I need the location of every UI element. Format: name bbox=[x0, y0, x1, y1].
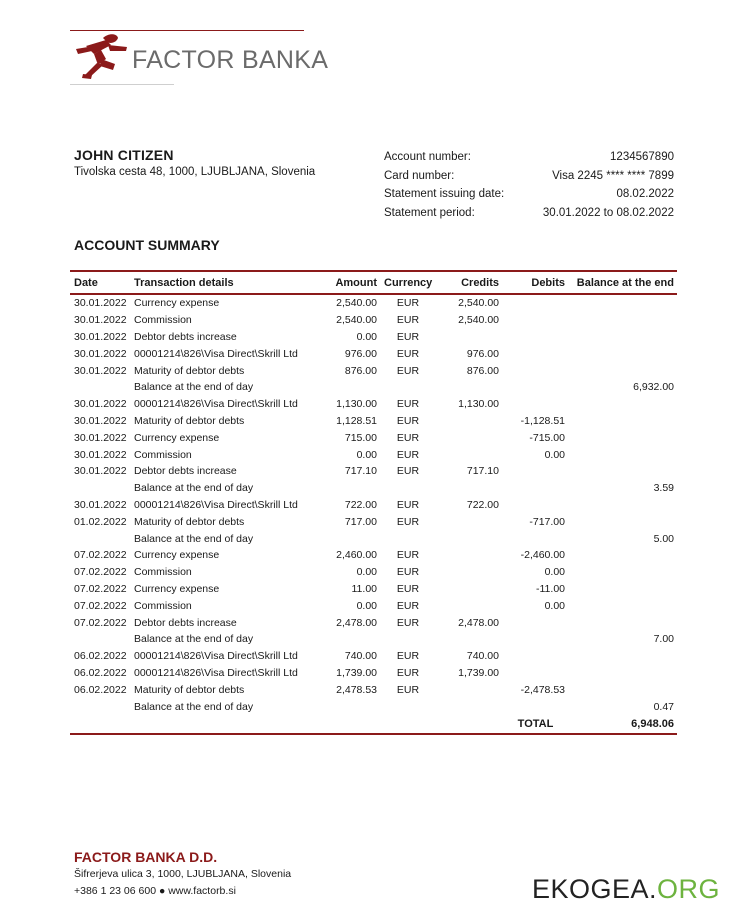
cell-amount bbox=[323, 379, 380, 396]
cell-debits bbox=[502, 312, 568, 329]
cell-amount: 1,128.51 bbox=[336, 414, 377, 427]
cell-amount bbox=[323, 480, 380, 497]
cell-currency: EUR bbox=[396, 347, 420, 360]
cell-amount: 717.00 bbox=[344, 515, 377, 528]
cell-credits bbox=[435, 698, 502, 715]
cell-date: 30.01.2022 bbox=[74, 347, 127, 360]
cell-debits bbox=[502, 614, 568, 631]
cell-details: Commission bbox=[134, 599, 192, 612]
cell-debits bbox=[502, 463, 568, 480]
cell-debits bbox=[502, 480, 568, 497]
cell-currency: EUR bbox=[396, 364, 420, 377]
cell-balance bbox=[568, 564, 677, 581]
cell-details: 00001214\826\Visa Direct\Skrill Ltd bbox=[134, 347, 298, 360]
cell-balance: 3.59 bbox=[653, 482, 674, 495]
account-number-value: 1234567890 bbox=[610, 151, 674, 163]
cell-balance: 5.00 bbox=[653, 532, 674, 545]
cell-currency: EUR bbox=[396, 448, 420, 461]
cell-details: Currency expense bbox=[134, 297, 220, 310]
cell-debits bbox=[502, 294, 568, 312]
cell-credits: 2,540.00 bbox=[458, 297, 499, 310]
cell-balance bbox=[568, 665, 677, 682]
cell-credits bbox=[435, 480, 502, 497]
cell-amount: 876.00 bbox=[344, 364, 377, 377]
cell-details: Commission bbox=[134, 314, 192, 327]
cell-details: 00001214\826\Visa Direct\Skrill Ltd bbox=[134, 398, 298, 411]
cell-date bbox=[70, 480, 130, 497]
table-row bbox=[70, 564, 677, 581]
cell-balance bbox=[568, 581, 677, 598]
cell-details: Currency expense bbox=[134, 431, 220, 444]
cell-credits bbox=[435, 597, 502, 614]
table-row bbox=[70, 614, 677, 631]
cell-debits bbox=[502, 530, 568, 547]
cell-balance bbox=[568, 597, 677, 614]
cell-credits bbox=[435, 530, 502, 547]
table-row bbox=[70, 597, 677, 614]
cell-amount: 0.00 bbox=[356, 330, 377, 343]
table-row bbox=[70, 362, 677, 379]
cell-credits bbox=[435, 631, 502, 648]
cell-date: 06.02.2022 bbox=[74, 666, 127, 679]
col-credits-header: Credits bbox=[435, 271, 502, 294]
cell-amount: 2,540.00 bbox=[336, 297, 377, 310]
cell-balance bbox=[568, 396, 677, 413]
cell-details: Commission bbox=[134, 566, 192, 579]
cell-currency: EUR bbox=[396, 582, 420, 595]
cell-balance bbox=[568, 463, 677, 480]
cell-debits: -11.00 bbox=[536, 582, 565, 595]
cell-amount: 717.10 bbox=[344, 465, 377, 478]
cell-currency bbox=[380, 631, 435, 648]
cell-credits bbox=[435, 413, 502, 430]
cell-date: 07.02.2022 bbox=[74, 549, 127, 562]
cell-credits: 722.00 bbox=[466, 498, 499, 511]
table-row bbox=[70, 547, 677, 564]
cell-debits bbox=[502, 362, 568, 379]
cell-debits: 0.00 bbox=[544, 599, 565, 612]
cell-amount: 2,478.53 bbox=[336, 683, 377, 696]
table-header-row bbox=[70, 271, 677, 294]
cell-date bbox=[70, 698, 130, 715]
cell-balance: 7.00 bbox=[653, 633, 674, 646]
cell-details: 00001214\826\Visa Direct\Skrill Ltd bbox=[134, 498, 298, 511]
cell-debits bbox=[502, 698, 568, 715]
statement-period-row bbox=[384, 204, 674, 223]
table-row bbox=[70, 530, 677, 547]
watermark-part1: EKOGEA. bbox=[531, 874, 657, 904]
cell-amount: 740.00 bbox=[344, 650, 377, 663]
cell-balance: 0.47 bbox=[653, 700, 674, 713]
col-debits-header: Debits bbox=[502, 271, 568, 294]
table-row bbox=[70, 480, 677, 497]
cell-amount: 0.00 bbox=[356, 448, 377, 461]
issuing-date-value: 08.02.2022 bbox=[616, 188, 674, 200]
cell-date: 07.02.2022 bbox=[74, 566, 127, 579]
customer-name: JOHN CITIZEN bbox=[74, 147, 174, 163]
cell-currency bbox=[380, 530, 435, 547]
cell-currency: EUR bbox=[396, 566, 420, 579]
table-row bbox=[70, 581, 677, 598]
cell-balance bbox=[568, 446, 677, 463]
cell-amount: 1,130.00 bbox=[336, 398, 377, 411]
table-row bbox=[70, 294, 677, 312]
footer-contact: +386 1 23 06 600 ● www.factorb.si bbox=[74, 885, 236, 897]
cell-balance bbox=[568, 497, 677, 514]
cell-details: Debtor debts increase bbox=[134, 465, 237, 478]
statement-period-label: Statement period: bbox=[384, 206, 475, 219]
cell-credits: 2,478.00 bbox=[458, 616, 499, 629]
cell-credits bbox=[435, 564, 502, 581]
cell-date: 30.01.2022 bbox=[74, 431, 127, 444]
total-row bbox=[70, 715, 677, 734]
footer-address: Šifrerjeva ulica 3, 1000, LJUBLJANA, Slovenia bbox=[74, 868, 292, 880]
cell-credits: 1,739.00 bbox=[458, 666, 499, 679]
cell-currency: EUR bbox=[396, 297, 420, 310]
cell-details: Balance at the end of day bbox=[134, 381, 254, 394]
cell-credits: 740.00 bbox=[466, 650, 499, 663]
table-row bbox=[70, 665, 677, 682]
table-row bbox=[70, 681, 677, 698]
watermark-part2: ORG bbox=[656, 874, 720, 904]
cell-date: 07.02.2022 bbox=[74, 616, 127, 629]
cell-details: Balance at the end of day bbox=[134, 633, 254, 646]
cell-currency bbox=[380, 480, 435, 497]
cell-debits: 0.00 bbox=[544, 566, 565, 579]
cell-balance bbox=[568, 681, 677, 698]
statement-period-value: 30.01.2022 to 08.02.2022 bbox=[542, 206, 674, 219]
header-bottom-rule bbox=[70, 84, 174, 85]
table-row bbox=[70, 698, 677, 715]
cell-date bbox=[70, 530, 130, 547]
cell-amount: 976.00 bbox=[344, 347, 377, 360]
cell-credits bbox=[435, 429, 502, 446]
cell-debits: -715.00 bbox=[529, 431, 565, 444]
col-balance-header: Balance at the end bbox=[568, 271, 677, 294]
cell-amount: 0.00 bbox=[356, 599, 377, 612]
table-row bbox=[70, 631, 677, 648]
table-row bbox=[70, 312, 677, 329]
cell-amount: 2,540.00 bbox=[336, 314, 377, 327]
cell-date: 07.02.2022 bbox=[74, 582, 127, 595]
cell-debits: -1,128.51 bbox=[520, 414, 565, 427]
cell-credits bbox=[435, 581, 502, 598]
cell-date: 30.01.2022 bbox=[74, 314, 127, 327]
watermark bbox=[532, 874, 720, 905]
cell-currency: EUR bbox=[396, 465, 420, 478]
cell-balance bbox=[568, 614, 677, 631]
table-row bbox=[70, 463, 677, 480]
cell-date: 30.01.2022 bbox=[74, 330, 127, 343]
cell-details: 00001214\826\Visa Direct\Skrill Ltd bbox=[134, 650, 298, 663]
cell-debits bbox=[502, 396, 568, 413]
cell-currency: EUR bbox=[396, 515, 420, 528]
cell-date: 30.01.2022 bbox=[74, 364, 127, 377]
transactions-body bbox=[70, 294, 677, 715]
cell-details: Maturity of debtor debts bbox=[134, 364, 245, 377]
table-row bbox=[70, 329, 677, 346]
cell-debits bbox=[502, 631, 568, 648]
cell-credits bbox=[435, 379, 502, 396]
cell-date: 06.02.2022 bbox=[74, 683, 127, 696]
cell-balance bbox=[568, 413, 677, 430]
cell-balance bbox=[568, 547, 677, 564]
cell-date bbox=[70, 631, 130, 648]
cell-details: Currency expense bbox=[134, 549, 220, 562]
cell-debits bbox=[502, 648, 568, 665]
cell-credits: 976.00 bbox=[466, 347, 499, 360]
table-row bbox=[70, 345, 677, 362]
total-value: 6,948.06 bbox=[568, 715, 677, 734]
account-number-label: Account number: bbox=[384, 151, 471, 163]
cell-credits bbox=[435, 681, 502, 698]
running-figure-icon bbox=[70, 34, 130, 80]
account-summary-title: ACCOUNT SUMMARY bbox=[74, 237, 220, 253]
cell-debits: -2,478.53 bbox=[520, 683, 565, 696]
cell-debits: 0.00 bbox=[544, 448, 565, 461]
cell-currency: EUR bbox=[396, 666, 420, 679]
cell-balance bbox=[568, 362, 677, 379]
issuing-date-row bbox=[384, 185, 674, 204]
cell-details: Maturity of debtor debts bbox=[134, 414, 245, 427]
cell-details: Balance at the end of day bbox=[134, 532, 254, 545]
cell-debits bbox=[502, 345, 568, 362]
cell-amount: 1,739.00 bbox=[336, 666, 377, 679]
cell-balance: 6,932.00 bbox=[633, 381, 674, 394]
cell-credits: 1,130.00 bbox=[458, 398, 499, 411]
bank-logo-text: FACTOR BANKA bbox=[132, 45, 329, 74]
footer-company: FACTOR BANKA D.D. bbox=[74, 849, 218, 865]
card-number-row bbox=[384, 167, 674, 186]
cell-date: 07.02.2022 bbox=[74, 599, 127, 612]
cell-balance bbox=[568, 513, 677, 530]
col-currency-header: Currency bbox=[380, 271, 435, 294]
bank-logo bbox=[70, 34, 328, 80]
cell-amount: 2,478.00 bbox=[336, 616, 377, 629]
customer-address: Tivolska cesta 48, 1000, LJUBLJANA, Slovenia bbox=[74, 166, 316, 178]
cell-balance bbox=[568, 329, 677, 346]
card-number-value: Visa 2245 **** **** 7899 bbox=[552, 169, 674, 182]
cell-balance bbox=[568, 294, 677, 312]
cell-details: Balance at the end of day bbox=[134, 482, 254, 495]
cell-debits: -717.00 bbox=[529, 515, 565, 528]
cell-details: Debtor debts increase bbox=[134, 330, 237, 343]
cell-currency: EUR bbox=[396, 398, 420, 411]
cell-credits bbox=[435, 446, 502, 463]
cell-currency: EUR bbox=[396, 314, 420, 327]
cell-details: Currency expense bbox=[134, 582, 220, 595]
cell-date: 30.01.2022 bbox=[74, 498, 127, 511]
cell-date bbox=[70, 379, 130, 396]
cell-debits: -2,460.00 bbox=[520, 549, 565, 562]
cell-date: 30.01.2022 bbox=[74, 448, 127, 461]
cell-date: 30.01.2022 bbox=[74, 297, 127, 310]
cell-debits bbox=[502, 379, 568, 396]
table-row bbox=[70, 648, 677, 665]
cell-currency: EUR bbox=[396, 330, 420, 343]
cell-currency: EUR bbox=[396, 599, 420, 612]
cell-currency: EUR bbox=[396, 650, 420, 663]
col-date-header: Date bbox=[70, 271, 130, 294]
cell-amount: 11.00 bbox=[351, 582, 377, 595]
cell-currency: EUR bbox=[396, 431, 420, 444]
cell-date: 06.02.2022 bbox=[74, 650, 127, 663]
table-row bbox=[70, 379, 677, 396]
account-info bbox=[384, 148, 674, 222]
transactions-table bbox=[70, 270, 677, 735]
cell-currency bbox=[380, 698, 435, 715]
cell-amount: 715.00 bbox=[344, 431, 377, 444]
cell-details: Maturity of debtor debts bbox=[134, 515, 245, 528]
cell-credits bbox=[435, 329, 502, 346]
cell-amount bbox=[323, 530, 380, 547]
cell-amount bbox=[323, 631, 380, 648]
cell-debits bbox=[502, 329, 568, 346]
table-row bbox=[70, 497, 677, 514]
cell-details: 00001214\826\Visa Direct\Skrill Ltd bbox=[134, 666, 298, 679]
cell-amount: 2,460.00 bbox=[336, 549, 377, 562]
cell-details: Maturity of debtor debts bbox=[134, 683, 245, 696]
table-row bbox=[70, 513, 677, 530]
col-amount-header: Amount bbox=[323, 271, 380, 294]
cell-currency bbox=[380, 379, 435, 396]
table-row bbox=[70, 446, 677, 463]
cell-currency: EUR bbox=[396, 683, 420, 696]
cell-amount: 0.00 bbox=[356, 566, 377, 579]
cell-balance bbox=[568, 312, 677, 329]
table-row bbox=[70, 413, 677, 430]
cell-currency: EUR bbox=[396, 616, 420, 629]
col-details-header: Transaction details bbox=[130, 271, 323, 294]
cell-balance bbox=[568, 648, 677, 665]
issuing-date-label: Statement issuing date: bbox=[384, 188, 505, 200]
cell-details: Balance at the end of day bbox=[134, 700, 254, 713]
table-row bbox=[70, 396, 677, 413]
cell-credits: 2,540.00 bbox=[458, 314, 499, 327]
account-number-row bbox=[384, 148, 674, 167]
cell-credits: 717.10 bbox=[466, 465, 499, 478]
cell-balance bbox=[568, 345, 677, 362]
cell-currency: EUR bbox=[396, 498, 420, 511]
table-row bbox=[70, 429, 677, 446]
cell-date: 30.01.2022 bbox=[74, 414, 127, 427]
cell-details: Commission bbox=[134, 448, 192, 461]
cell-debits bbox=[502, 665, 568, 682]
cell-date: 01.02.2022 bbox=[74, 515, 127, 528]
cell-credits: 876.00 bbox=[466, 364, 499, 377]
cell-credits bbox=[435, 547, 502, 564]
cell-currency: EUR bbox=[396, 549, 420, 562]
cell-date: 30.01.2022 bbox=[74, 465, 127, 478]
cell-amount: 722.00 bbox=[344, 498, 377, 511]
card-number-label: Card number: bbox=[384, 169, 455, 182]
header-top-rule bbox=[70, 30, 304, 31]
total-label: TOTAL bbox=[502, 715, 568, 734]
cell-date: 30.01.2022 bbox=[74, 398, 127, 411]
cell-details: Debtor debts increase bbox=[134, 616, 237, 629]
cell-credits bbox=[435, 513, 502, 530]
cell-debits bbox=[502, 497, 568, 514]
cell-currency: EUR bbox=[396, 414, 420, 427]
cell-balance bbox=[568, 429, 677, 446]
cell-amount bbox=[323, 698, 380, 715]
